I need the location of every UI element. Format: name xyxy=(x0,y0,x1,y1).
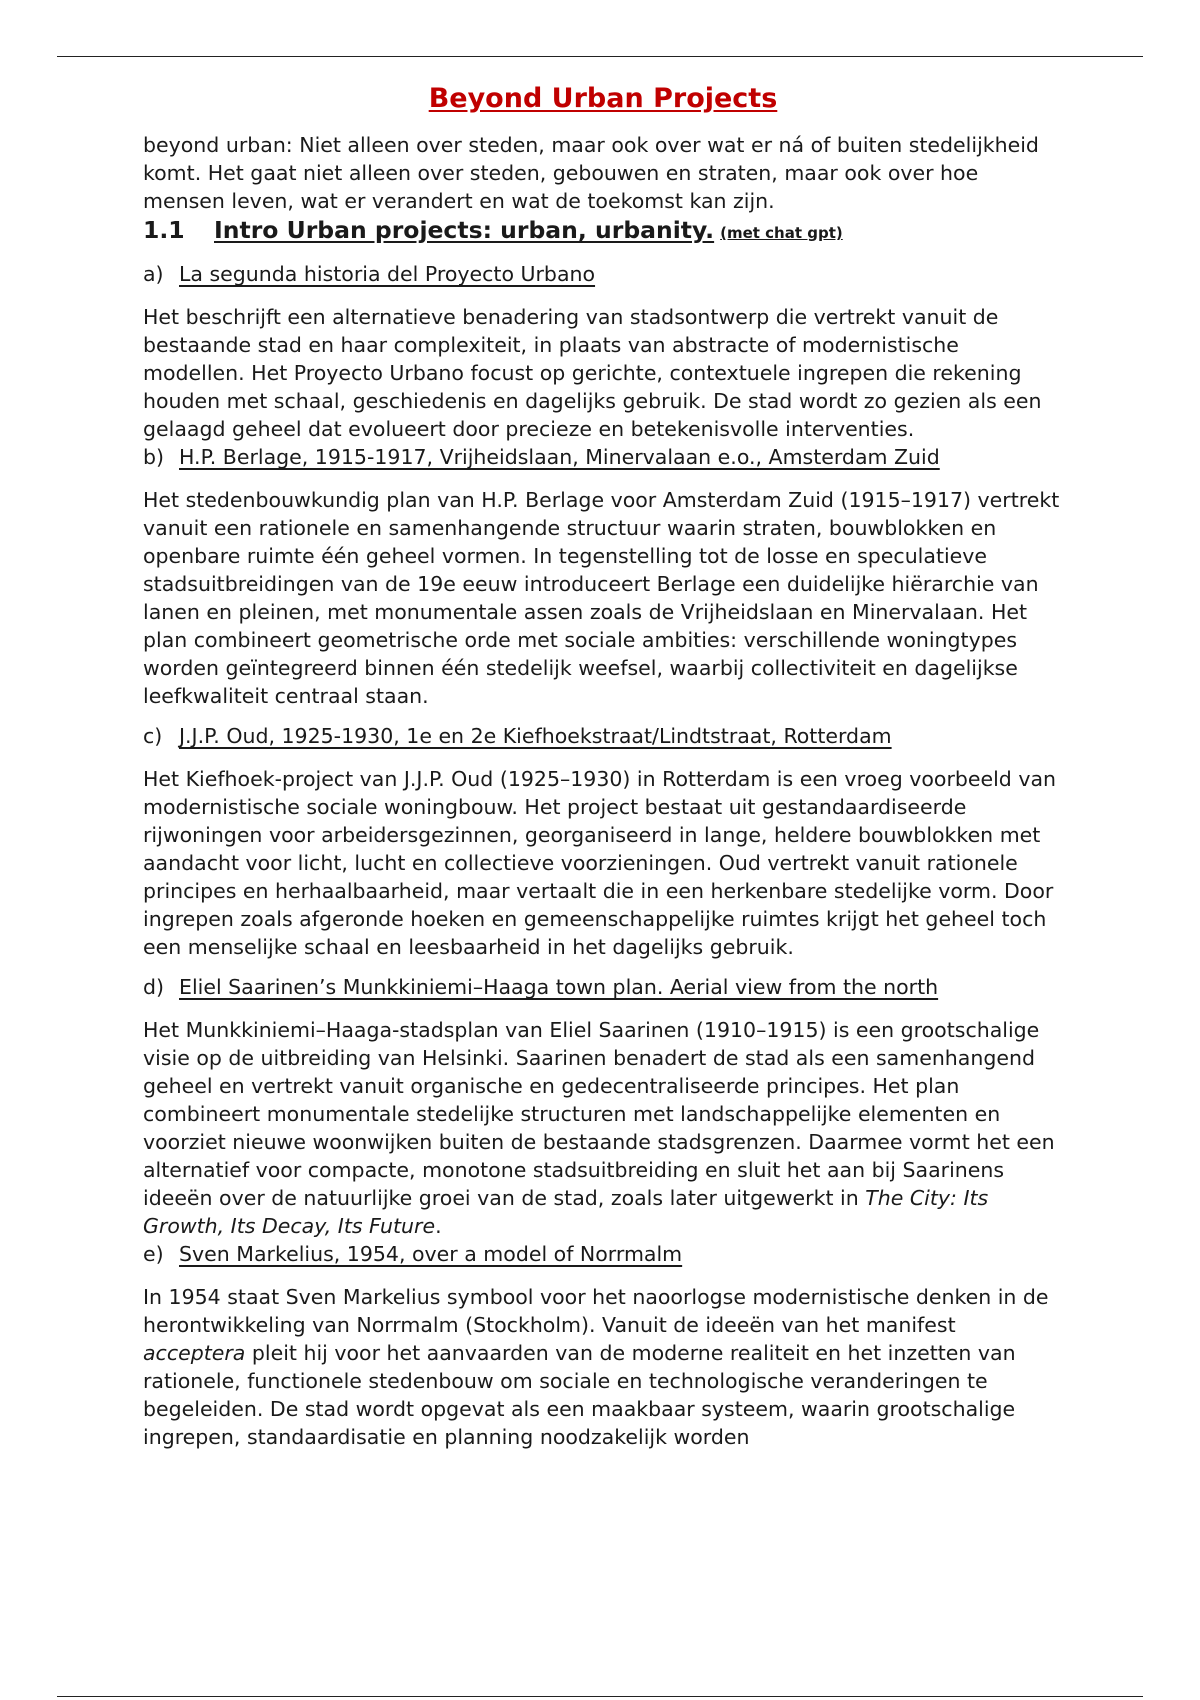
subsection-paragraph-a: Het beschrijft een alternatieve benadering van stadsontwerp die vertrekt vanuit de bestaande stad en haar complexiteit, in plaats van abstracte of modernistische modellen. Het Proyecto Urbano focust op gerichte, contextuele ingrepen die rekening houden met schaal, geschiedenis en dagelijks gebruik. De stad wordt zo gezien als een gelaagd geheel dat evolueert door precieze en betekenisvolle interventies. xyxy=(143,305,1042,441)
subsection-title: La segunda historia del Proyecto Urbano xyxy=(179,262,596,286)
paragraph-text: Het Munkkiniemi–Haaga-stadsplan van Eliel Saarinen (1910–1915) is een grootschalige visie op de uitbreiding van Helsinki. Saarinen benadert de stad als een samenhangend geheel en vertrekt vanuit organische en gedecentraliseerde principes. Het plan combineert monumentale stedelijke structuren met landschappelijke elementen en voorziet nieuwe woonwijken buiten de bestaande stadsgrenzen. Daarmee vormt het een alternatief voor compacte, monotone stadsuitbreiding en sluit het aan bij Saarinens ideeën over de natuurlijke groei van de stad, zoals later uitgewerkt in xyxy=(143,1018,1055,1210)
subsection-heading-c xyxy=(143,722,1063,750)
subsection-letter: c) xyxy=(143,724,163,748)
subsection-heading-b xyxy=(143,443,1063,471)
bottom-rule xyxy=(57,1696,1143,1697)
section-heading xyxy=(143,215,1063,248)
subsection-letter: e) xyxy=(143,1242,164,1266)
subsection-title: H.P. Berlage, 1915-1917, Vrijheidslaan, Minervalaan e.o., Amsterdam Zuid xyxy=(179,445,940,469)
document-body xyxy=(143,82,1063,1451)
subsection-title: Sven Markelius, 1954, over a model of Norrmalm xyxy=(179,1242,683,1266)
subsection-title: Eliel Saarinen’s Munkkiniemi–Haaga town plan. Aerial view from the north xyxy=(179,975,939,999)
subsection-heading-d xyxy=(143,973,1063,1001)
section-note: (met chat gpt) xyxy=(720,224,843,242)
subsection-letter: a) xyxy=(143,262,164,286)
subsection-letter: b) xyxy=(143,445,165,469)
subsection-letter: d) xyxy=(143,975,165,999)
subsection-paragraph-b: Het stedenbouwkundig plan van H.P. Berlage voor Amsterdam Zuid (1915–1917) vertrekt vanuit een rationele en samenhangende structuur waarin straten, bouwblokken en openbare ruimte één geheel vormen. In tegenstelling tot de losse en speculatieve stadsuitbreidingen van de 19e eeuw introduceert Berlage een duidelijke hiërarchie van lanen en pleinen, met monumentale assen zoals de Vrijheidslaan en Minervalaan. Het plan combineert geometrische orde met sociale ambities: verschillende woningtypes worden geïntegreerd binnen één stedelijk weefsel, waarbij collectiviteit en dagelijkse leefkwaliteit centraal staan. xyxy=(143,488,1060,708)
subsection-paragraph-e xyxy=(143,1283,1063,1451)
section-number: 1.1 xyxy=(143,216,185,244)
subsection-heading-e xyxy=(143,1240,1063,1268)
subsection-heading-a xyxy=(143,260,1063,288)
subsection-title: J.J.P. Oud, 1925-1930, 1e en 2e Kiefhoekstraat/Lindtstraat, Rotterdam xyxy=(179,724,892,748)
document-title: Beyond Urban Projects xyxy=(428,83,778,114)
paragraph-text-end: . xyxy=(435,1214,442,1238)
book-title: The City: Its Growth, Its Decay, Its Future xyxy=(143,1186,989,1238)
paragraph-text-end: pleit hij voor het aanvaarden van de moderne realiteit en het inzetten van rationele, functionele stedenbouw om sociale en technologische veranderingen te begeleiden. De stad wordt opgevat als een maakbaar systeem, waarin grootschalige ingrepen, standaardisatie en planning noodzakelijk worden xyxy=(143,1341,1016,1449)
manifest-title: acceptera xyxy=(143,1341,246,1365)
intro-paragraph: beyond urban: Niet alleen over steden, maar ook over wat er ná of buiten stedelijkheid komt. Het gaat niet alleen over steden, gebouwen en straten, maar ook over hoe mensen leven, wat er verandert en wat de toekomst kan zijn. xyxy=(143,133,1039,213)
paragraph-text: In 1954 staat Sven Markelius symbool voor het naoorlogse modernistische denken in de herontwikkeling van Norrmalm (Stockholm). Vanuit de ideeën van het manifest xyxy=(143,1285,1049,1337)
section-title: Intro Urban projects: urban, urbanity. xyxy=(214,216,715,244)
top-rule xyxy=(57,56,1143,57)
subsection-paragraph-d xyxy=(143,1016,1063,1240)
subsection-paragraph-c: Het Kiefhoek-project van J.J.P. Oud (1925–1930) in Rotterdam is een vroeg voorbeeld van modernistische sociale woningbouw. Het project bestaat uit gestandaardiseerde rijwoningen voor arbeidersgezinnen, georganiseerd in lange, heldere bouwblokken met aandacht voor licht, lucht en collectieve voorzieningen. Oud vertrekt vanuit rationele principes en herhaalbaarheid, maar vertaalt die in een herkenbare stedelijke vorm. Door ingrepen zoals afgeronde hoeken en gemeenschappelijke ruimtes krijgt het geheel toch een menselijke schaal en leesbaarheid in het dagelijks gebruik. xyxy=(143,767,1057,959)
